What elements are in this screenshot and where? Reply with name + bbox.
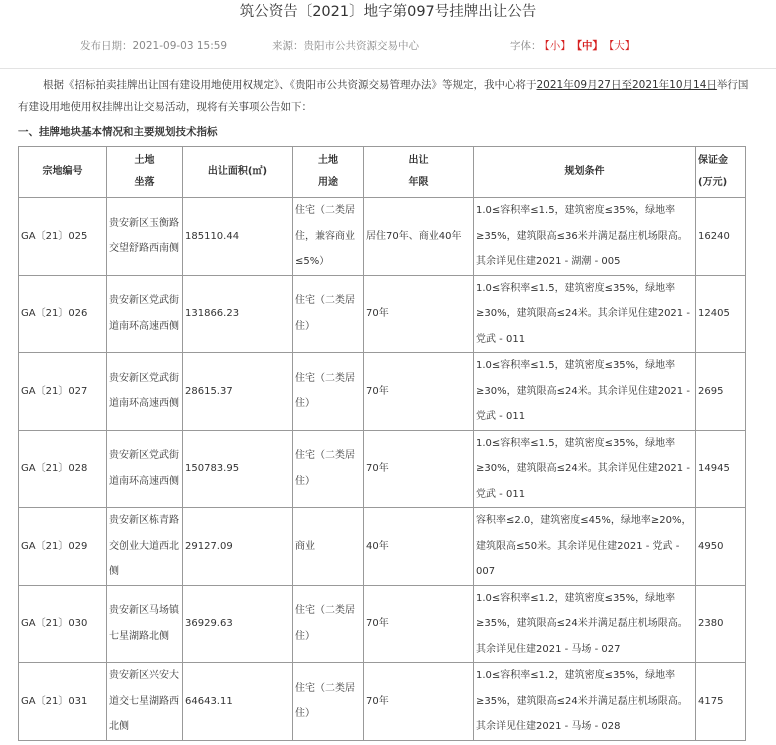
date-from: 2021年09月27日: [536, 79, 622, 91]
table-row: [19, 585, 746, 663]
cell-parcel-id: GA〔21〕028: [19, 430, 107, 508]
cell-deposit: 12405: [696, 275, 746, 353]
table-row: [19, 275, 746, 353]
header-term: 出让 年限: [364, 147, 474, 198]
cell-location: 贵安新区栋青路交创业大道西北侧: [107, 508, 183, 586]
header-deposit: 保证金 (万元): [696, 147, 746, 198]
cell-parcel-id: GA〔21〕027: [19, 353, 107, 431]
table-body: [19, 198, 746, 741]
cell-location: 贵安新区马场镇七星湖路北侧: [107, 585, 183, 663]
date-to-word: 至: [621, 79, 632, 91]
font-size-switcher: [510, 38, 638, 53]
cell-deposit: 4175: [696, 663, 746, 741]
cell-term: 70年: [364, 585, 474, 663]
cell-deposit: 2380: [696, 585, 746, 663]
cell-term: 70年: [364, 275, 474, 353]
header-area: 出让面积(㎡): [183, 147, 293, 198]
parcel-table: [18, 146, 746, 741]
cell-deposit: 14945: [696, 430, 746, 508]
cell-area: 131866.23: [183, 275, 293, 353]
table-row: [19, 430, 746, 508]
cell-planning: 1.0≤容积率≤1.2，建筑密度≤35%，绿地率≥35%，建筑限高≤24米并满足磊庄机场限高。其余详见住建2021 - 马场 - 027: [474, 585, 696, 663]
cell-term: 40年: [364, 508, 474, 586]
cell-location: 贵安新区党武街道南环高速西侧: [107, 353, 183, 431]
cell-area: 28615.37: [183, 353, 293, 431]
cell-parcel-id: GA〔21〕026: [19, 275, 107, 353]
header-location: 土地 坐落: [107, 147, 183, 198]
cell-parcel-id: GA〔21〕031: [19, 663, 107, 741]
cell-area: 64643.11: [183, 663, 293, 741]
header-planning: 规划条件: [474, 147, 696, 198]
font-large-link[interactable]: 【大】: [609, 40, 636, 52]
cell-planning: 容积率≤2.0，建筑密度≤45%，绿地率≥20%，建筑限高≤50米。其余详见住建2021 - 党武 - 007: [474, 508, 696, 586]
cell-deposit: 16240: [696, 198, 746, 276]
cell-parcel-id: GA〔21〕029: [19, 508, 107, 586]
cell-area: 185110.44: [183, 198, 293, 276]
cell-location: 贵安新区玉衡路交望舒路西南侧: [107, 198, 183, 276]
publish-date: 发布日期：2021-09-03 15:59: [80, 40, 228, 52]
cell-term: 70年: [364, 430, 474, 508]
cell-land-use: 住宅（二类居住）: [293, 663, 364, 741]
section-title: 一、挂牌地块基本情况和主要规划技术指标: [18, 126, 218, 138]
cell-land-use: 住宅（二类居住）: [293, 353, 364, 431]
table-row: [19, 508, 746, 586]
font-small-link[interactable]: 【小】: [544, 40, 571, 52]
cell-location: 贵安新区党武街道南环高速西侧: [107, 275, 183, 353]
cell-location: 贵安新区党武街道南环高速西侧: [107, 430, 183, 508]
cell-deposit: 4950: [696, 508, 746, 586]
cell-land-use: 住宅（二类居住）: [293, 430, 364, 508]
table-row: [19, 663, 746, 741]
meta-bar: [0, 38, 776, 56]
cell-land-use: 商业: [293, 508, 364, 586]
intro-paragraph: [18, 74, 758, 118]
table-row: [19, 353, 746, 431]
header-land-use: 土地 用途: [293, 147, 364, 198]
cell-land-use: 住宅（二类居住）: [293, 275, 364, 353]
cell-planning: 1.0≤容积率≤1.5，建筑密度≤35%，绿地率≥30%，建筑限高≤24米。其余详见住建2021 - 党武 - 011: [474, 430, 696, 508]
cell-planning: 1.0≤容积率≤1.5，建筑密度≤35%，绿地率≥35%，建筑限高≤36米并满足磊庄机场限高。其余详见住建2021 - 湖潮 - 005: [474, 198, 696, 276]
intro-text-1: 根据《招标拍卖挂牌出让国有建设用地使用权规定》、《贵阳市公共资源交易管理办法》等规定，我中心将于: [43, 79, 537, 91]
cell-planning: 1.0≤容积率≤1.5，建筑密度≤35%，绿地率≥30%，建筑限高≤24米。其余详见住建2021 - 党武 - 011: [474, 275, 696, 353]
cell-planning: 1.0≤容积率≤1.5，建筑密度≤35%，绿地率≥30%，建筑限高≤24米。其余详见住建2021 - 党武 - 011: [474, 353, 696, 431]
cell-term: 居住70年、商业40年: [364, 198, 474, 276]
cell-land-use: 住宅（二类居住）: [293, 585, 364, 663]
cell-parcel-id: GA〔21〕030: [19, 585, 107, 663]
cell-planning: 1.0≤容积率≤1.2，建筑密度≤35%，绿地率≥35%，建筑限高≤24米并满足磊庄机场限高。其余详见住建2021 - 马场 - 028: [474, 663, 696, 741]
cell-area: 36929.63: [183, 585, 293, 663]
cell-term: 70年: [364, 663, 474, 741]
cell-land-use: 住宅（二类居住，兼容商业≤5%）: [293, 198, 364, 276]
date-to: 2021年10月14日: [631, 79, 717, 91]
font-medium-link[interactable]: 【中】: [576, 40, 603, 52]
source: 来源：贵阳市公共资源交易中心: [272, 40, 419, 52]
header-parcel-id: 宗地编号: [19, 147, 107, 198]
cell-location: 贵安新区兴安大道交七星湖路西北侧: [107, 663, 183, 741]
font-size-label: 字体：: [510, 40, 542, 52]
divider: [0, 68, 776, 69]
cell-area: 29127.09: [183, 508, 293, 586]
page-title: 筑公资告〔2021〕地字第097号挂牌出让公告: [239, 4, 537, 20]
cell-deposit: 2695: [696, 353, 746, 431]
intro-text-2: 举行国有建设用地使用权挂牌出让交易活动，现将有关事项公告如下：: [18, 79, 749, 113]
cell-area: 150783.95: [183, 430, 293, 508]
cell-parcel-id: GA〔21〕025: [19, 198, 107, 276]
cell-term: 70年: [364, 353, 474, 431]
table-row: [19, 198, 746, 276]
table-header-row: [19, 147, 746, 198]
